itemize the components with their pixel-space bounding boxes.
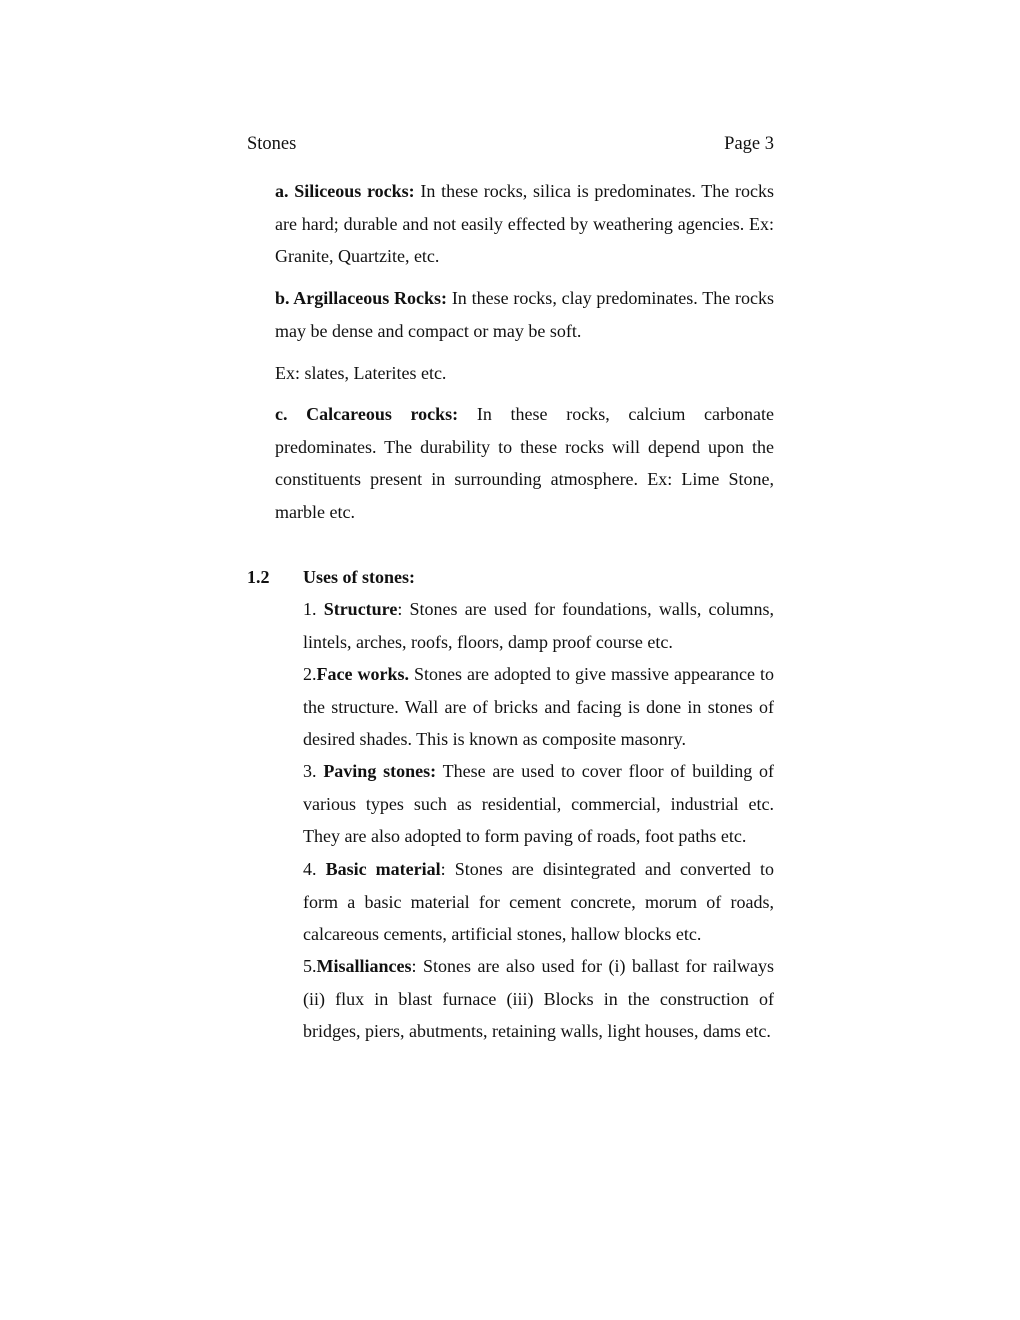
use-item-face-works [303, 658, 774, 756]
use-item-number: 5. [303, 956, 317, 976]
use-item-label: Face works. [316, 664, 409, 684]
rock-type-calcareous [275, 398, 774, 528]
header-title: Stones [247, 134, 297, 154]
use-item-number: 1. [303, 599, 324, 619]
rock-type-label: b. Argillaceous Rocks: [275, 288, 448, 308]
use-item-label: Structure [323, 599, 398, 619]
use-item-text: Stones are adopted to give massive appearance to the structure. Wall are of bricks and facing is done in stones of desired shades. This is known as composite masonry. [303, 664, 774, 749]
use-item-basic-material [303, 853, 774, 951]
rock-type-example [275, 357, 774, 390]
section-title: Uses of stones: [303, 567, 415, 587]
rock-type-text: In these rocks, calcium carbonate predominates. The durability to these rocks will depend upon the constituents present in surrounding atmosphere. Ex: Lime Stone, marble etc. [275, 404, 775, 522]
use-item-number: 4. [303, 859, 326, 879]
section-number: 1.2 [247, 567, 270, 587]
use-item-label: Basic material [325, 859, 441, 879]
rock-type-argillaceous [275, 282, 774, 347]
use-item-text: These are used to cover floor of building of various types such as residential, commercial, industrial etc. They are also adopted to form paving of roads, foot paths etc. [303, 761, 775, 846]
rock-type-label: a. Siliceous rocks: [275, 181, 415, 201]
use-item-paving-stones [303, 755, 774, 853]
use-item-text: : Stones are used for foundations, walls, columns, lintels, arches, roofs, floors, damp proof course etc. [303, 599, 775, 652]
use-item-structure [303, 593, 774, 658]
rock-type-siliceous [275, 175, 774, 273]
use-item-label: Paving stones: [323, 761, 437, 781]
rock-type-text: Ex: slates, Laterites etc. [275, 363, 447, 383]
use-item-label: Misalliances [316, 956, 412, 976]
page-number: Page 3 [724, 134, 774, 154]
use-item-text: : Stones are disintegrated and converted to form a basic material for cement concrete, morum of roads, calcareous cements, artificial stones, hallow blocks etc. [303, 859, 774, 944]
use-item-number: 3. [303, 761, 324, 781]
use-item-misalliances [303, 950, 774, 1048]
page-header [247, 134, 774, 160]
rock-type-text: In these rocks, clay predominates. The rocks may be dense and compact or may be soft. [275, 288, 774, 341]
use-item-number: 2. [303, 664, 317, 684]
rock-type-text: In these rocks, silica is predominates. The rocks are hard; durable and not easily effected by weathering agencies. Ex: Granite, Quartzite, etc. [275, 181, 775, 266]
use-item-text: : Stones are also used for (i) ballast for railways (ii) flux in blast furnace (iii) Blocks in the construction of bridges, piers, abutments, retaining walls, light houses, dams etc. [303, 956, 774, 1041]
rock-type-label: c. Calcareous rocks: [275, 404, 459, 424]
